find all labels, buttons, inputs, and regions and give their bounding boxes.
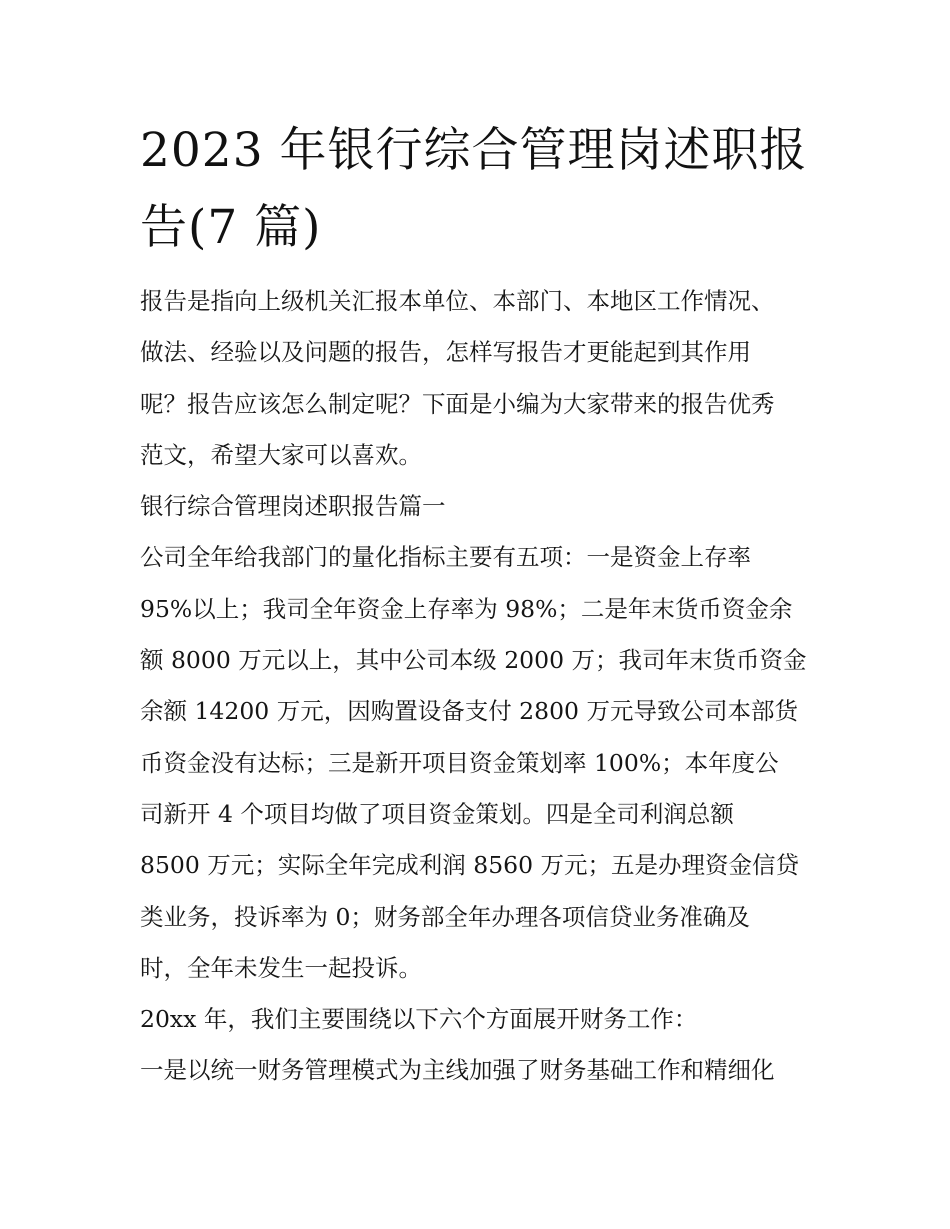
body-line: 20xx 年，我们主要围绕以下六个方面展开财务工作： xyxy=(140,1005,698,1034)
body-line: 类业务，投诉率为 0；财务部全年办理各项信贷业务准确及 xyxy=(140,902,750,931)
body-line: 95%以上；我司全年资金上存率为 98%；二是年末货币资金余 xyxy=(140,594,793,623)
body-line: 一是以统一财务管理模式为主线加强了财务基础工作和精细化 xyxy=(140,1056,775,1085)
body-line: 8500 万元；实际全年完成利润 8560 万元；五是办理资金信贷 xyxy=(140,851,800,880)
title-line: 2023 年银行综合管理岗述职报 xyxy=(140,123,808,178)
body-line: 范文，希望大家可以喜欢。 xyxy=(140,440,422,469)
body-line: 时，全年未发生一起投诉。 xyxy=(140,953,422,982)
body-line: 报告是指向上级机关汇报本单位、本部门、本地区工作情况、 xyxy=(140,287,775,315)
body-line: 币资金没有达标；三是新开项目资金策划率 100%；本年度公 xyxy=(140,748,779,777)
body-line: 做法、经验以及问题的报告，怎样写报告才更能起到其作用 xyxy=(140,338,751,367)
body-line: 公司全年给我部门的量化指标主要有五项：一是资金上存率 xyxy=(140,543,751,572)
body-line: 司新开 4 个项目均做了项目资金策划。四是全司利润总额 xyxy=(140,799,734,828)
document-body xyxy=(140,276,820,1097)
document-title xyxy=(140,112,820,266)
body-line: 额 8000 万元以上，其中公司本级 2000 万；我司年末货币资金 xyxy=(140,646,807,675)
body-line: 呢？报告应该怎么制定呢？下面是小编为大家带来的报告优秀 xyxy=(140,389,775,418)
section-heading: 银行综合管理岗述职报告篇一 xyxy=(140,492,446,521)
body-line: 余额 14200 万元，因购置设备支付 2800 万元导致公司本部货 xyxy=(140,697,798,726)
title-line: 告(7 篇) xyxy=(140,200,322,255)
